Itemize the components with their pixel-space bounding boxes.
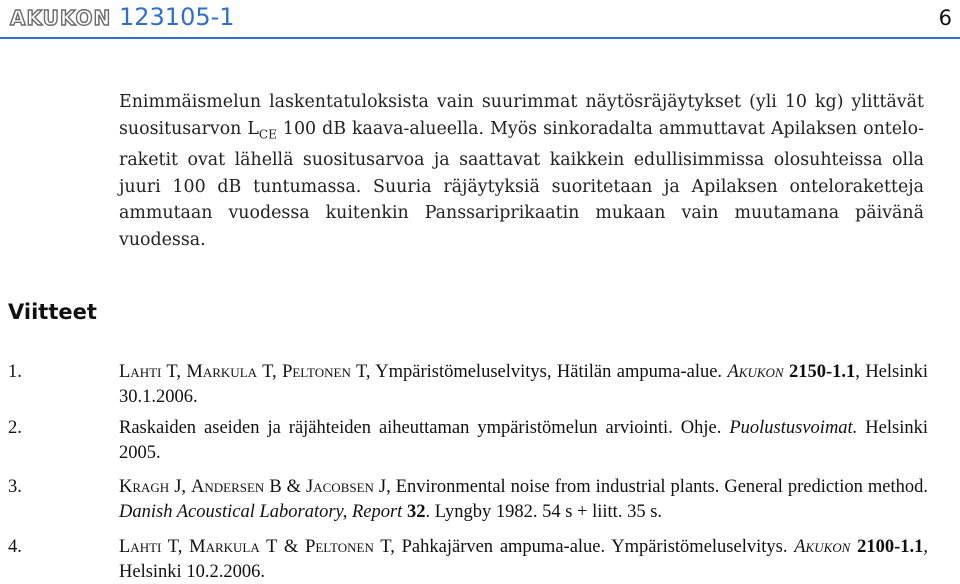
reference-tail: Helsinki 2005. bbox=[119, 418, 928, 463]
reference-4 bbox=[8, 535, 928, 584]
report-number: 2150-1.1 bbox=[788, 362, 856, 382]
author-initial: T & bbox=[259, 537, 306, 557]
reference-number: 3. bbox=[8, 477, 22, 497]
reference-text bbox=[119, 360, 928, 409]
reference-text bbox=[119, 535, 928, 584]
series-name: Akukon bbox=[794, 537, 851, 557]
page-header bbox=[0, 0, 960, 40]
reference-2 bbox=[8, 416, 928, 465]
document-number: 123105-1 bbox=[119, 3, 235, 31]
body-paragraph bbox=[119, 89, 924, 253]
reference-tail: , Helsinki 30.1.2006. bbox=[119, 362, 929, 407]
author-name: Lahti bbox=[119, 537, 162, 557]
reference-number: 2. bbox=[8, 418, 22, 438]
author-name: Lahti bbox=[119, 362, 162, 382]
page-number: 6 bbox=[938, 6, 952, 30]
reference-3 bbox=[8, 475, 928, 524]
author-name: Markula bbox=[186, 362, 258, 382]
author-initial: J, bbox=[169, 477, 192, 497]
report-number: 32 bbox=[402, 501, 426, 522]
reference-tail: . Lyngby 1982. 54 s + liitt. 35 s. bbox=[425, 501, 663, 522]
reference-title: Raskaiden aseiden ja räjähteiden aiheuttaman ympäristömelun arviointi. Ohje. bbox=[119, 418, 730, 438]
author-name: Peltonen bbox=[282, 362, 351, 382]
author-initial: B & bbox=[264, 477, 307, 497]
references-heading: Viitteet bbox=[8, 300, 97, 324]
publisher-name: Puolustusvoimat. bbox=[729, 418, 858, 438]
reference-1 bbox=[8, 360, 928, 409]
author-name: Andersen bbox=[191, 477, 265, 497]
paragraph-text-end: 100 dB kaava-alueella. Myös sinkoradalta ammuttavat Apilaksen onteloraketit ovat lähellä suositusarvoa ja saattavat kaikkein edullisimmissa olosuhteissa olla juuri 100 dB tuntumassa. Suuria räjäytyksiä suoritetaan ja Apilaksen onteloraketteja ammutaan vuodessa kuitenkin Panssariprikaatin mukaan vain muutamana päivänä vuodessa. bbox=[119, 118, 924, 250]
header-rule bbox=[0, 37, 960, 39]
reference-title: J, Environmental noise from industrial plants. General prediction method. bbox=[373, 477, 929, 497]
author-initial: T, bbox=[161, 362, 187, 382]
reference-title: T, Ympäristömeluselvitys, Hätilän ampuma-alue. bbox=[350, 362, 728, 382]
author-name: Kragh bbox=[119, 477, 170, 497]
author-initial: T, bbox=[161, 537, 190, 557]
akukon-logo: AKUKON bbox=[10, 6, 112, 30]
author-name: Jacobsen bbox=[306, 477, 374, 497]
paragraph-text-start: Enimmäismelun laskentatuloksista vain suurimmat näytösräjäytykset (yli 10 kg) ylittävät suositusarvon L bbox=[119, 92, 924, 139]
author-initial: T, bbox=[257, 362, 283, 382]
report-number: 2100-1.1 bbox=[850, 537, 924, 557]
series-name: Akukon bbox=[727, 362, 784, 382]
journal-name: Danish Acoustical Laboratory, Report bbox=[119, 501, 403, 522]
l-ce-subscript: CE bbox=[258, 126, 277, 141]
author-name: Markula bbox=[189, 537, 260, 557]
reference-number: 4. bbox=[8, 537, 22, 557]
reference-text bbox=[119, 416, 928, 465]
reference-number: 1. bbox=[8, 362, 22, 382]
author-name: Peltonen bbox=[305, 537, 374, 557]
reference-title: T, Pahkajärven ampuma-alue. Ympäristömeluselvitys. bbox=[373, 537, 795, 557]
reference-text bbox=[119, 475, 928, 524]
reference-tail: , Helsinki 10.2.2006. bbox=[119, 537, 929, 582]
